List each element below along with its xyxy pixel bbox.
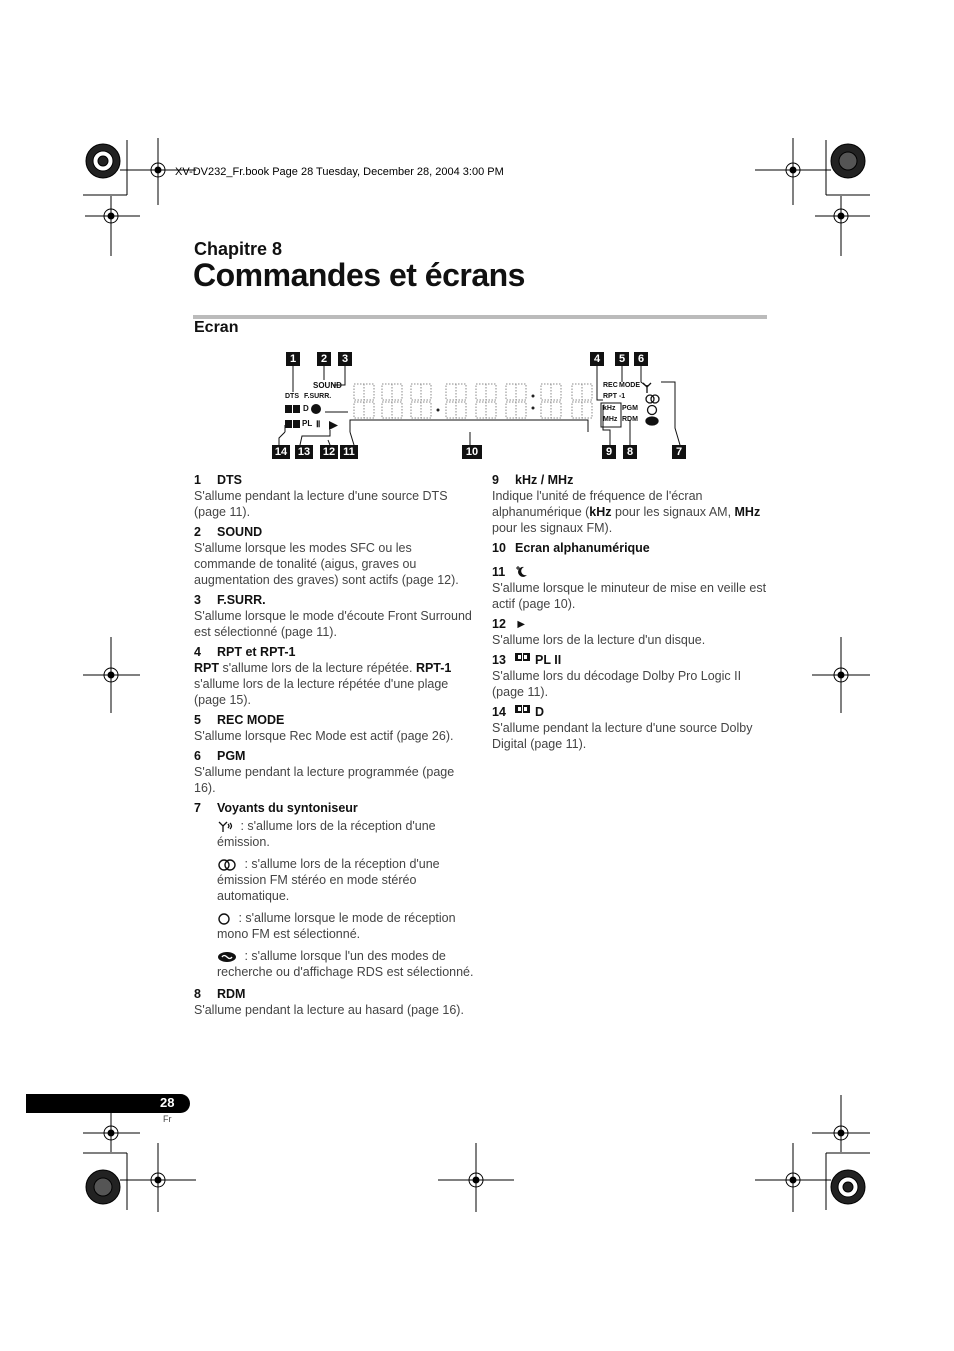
callout-12: 12 [320,445,338,459]
callout-7: 7 [672,445,686,459]
item-5: 5 REC MODE S'allume lorsque Rec Mode est actif (page 26). [194,713,454,743]
label-fsurr: F.SURR. [304,393,332,400]
mono-icon [217,913,231,925]
item-12: 12 ► S'allume lors de la lecture d'un disque. [492,617,706,647]
page-number: 28 [160,1095,175,1110]
page-language: Fr [163,1114,172,1124]
item-10: 10 Ecran alphanumérique [492,541,650,555]
left-column [194,472,474,1022]
chapter-label: Chapitre 8 [194,239,283,259]
tuner-sub-antenna: : s'allume lors de la réception d'une émission. [217,819,436,849]
tuner-sub-mono: : s'allume lorsque le mode de réception mono FM est sélectionné. [217,911,456,941]
item-6: 6 PGM S'allume pendant la lecture programmée (page 16). [194,749,455,795]
label-rdm: RDM [622,416,638,423]
rds-icon [217,951,237,963]
item-7: 7 Voyants du syntoniseur : s'allume lors de la réception d'une émission. : s'allume lors de la réception d'une émission FM stéréo en mode stéréo automatique. : s'allume lorsque le mode de réception mono FM est sélectionné. : s'allume lorsque l'un des modes de recherche ou d'affichage RDS est sélectionné. [194,801,474,979]
item-11: 11 S'allume lorsque le minuteur de mise en veille est actif (page 10). [492,565,767,611]
item-1: 1 DTS S'allume pendant la lecture d'une source DTS (page 11). [194,473,448,519]
page-title: Commandes et écrans [193,257,525,293]
callout-1: 1 [286,352,300,366]
file-header: XV-DV232_Fr.book Page 28 Tuesday, December 28, 2004 3:00 PM [175,166,504,178]
item-14: 14 D S'allume pendant la lecture d'une source Dolby Digital (page 11). [492,705,753,751]
label-pgm: PGM [622,405,638,412]
label-mhz: MHz [603,416,618,423]
tuner-sub-stereo: : s'allume lors de la réception d'une émission FM stéréo en mode stéréo automatique. [217,857,440,903]
stereo-icon [217,859,237,871]
display-segments [0,0,954,470]
callout-10: 10 [462,445,482,459]
dolby-icon [515,652,531,662]
item-9: 9 kHz / MHz Indique l'unité de fréquence de l'écran alphanumérique (kHz pour les signaux AM, MHz pour les signaux FM). [492,473,761,535]
label-rec: REC [603,382,618,389]
label-dts: DTS [285,393,299,400]
callout-4: 4 [590,352,604,366]
display-diagram [0,0,954,470]
callout-8: 8 [623,445,637,459]
callout-6: 6 [634,352,648,366]
item-13: 13 PL II S'allume lors du décodage Dolby Pro Logic II (page 11). [492,653,742,699]
antenna-icon [217,821,233,833]
label-pl: PL [302,419,313,428]
item-3: 3 F.SURR. S'allume lorsque le mode d'écoute Front Surround est sélectionné (page 11). [194,593,472,639]
section-heading: Ecran [194,319,239,336]
item-4: 4 RPT et RPT-1 RPT s'allume lors de la lecture répétée. RPT-1 s'allume lors de la lecture répétée d'une plage (page 15). [194,645,452,707]
tuner-sub-rds: : s'allume lorsque l'un des modes de recherche ou d'affichage RDS est sélectionné. [217,949,474,979]
svg-text:Ⅱ: Ⅱ [316,419,321,429]
right-column [492,472,770,756]
callout-9: 9 [602,445,616,459]
callout-3: 3 [338,352,352,366]
callout-13: 13 [295,445,313,459]
sleep-icon [515,564,529,578]
callout-5: 5 [615,352,629,366]
dolby-icon [515,704,531,714]
play-icon: ► [515,617,528,631]
label-sound: SOUND [313,381,342,390]
label-mode: MODE [619,382,640,389]
label-d: D [303,404,309,413]
item-8: 8 RDM S'allume pendant la lecture au hasard (page 16). [194,987,464,1017]
item-2: 2 SOUND S'allume lorsque les modes SFC ou les commande de tonalité (aigus, graves ou augmentation des graves) sont actifs (page 12). [194,525,459,587]
label-khz: kHz [603,405,616,412]
callout-11: 11 [340,445,358,459]
label-rpt: RPT -1 [603,393,626,400]
callout-2: 2 [317,352,331,366]
callout-14: 14 [272,445,290,459]
